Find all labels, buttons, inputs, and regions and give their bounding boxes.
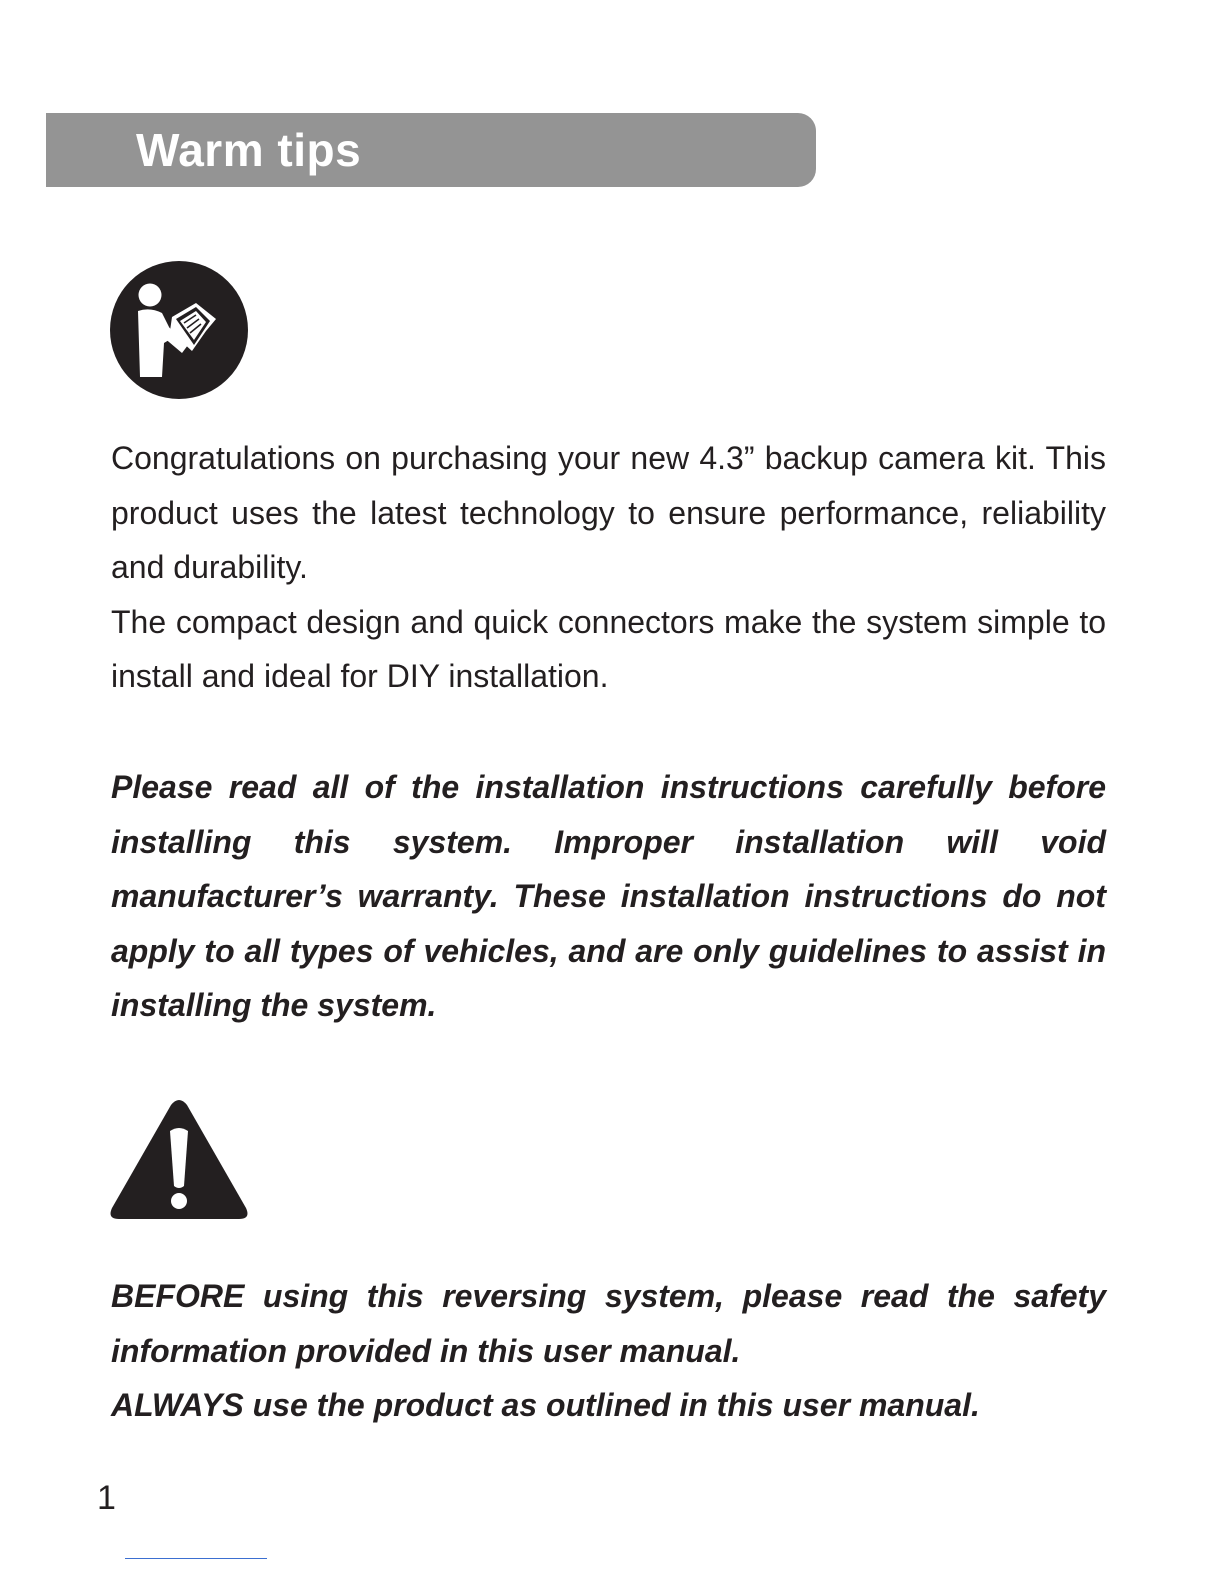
read-manual-icon [110,261,248,399]
safety-line-2: ALWAYS use the product as outlined in this user manual. [111,1387,980,1424]
intro-paragraph-1: Congratulations on purchasing your new 4.3” backup camera kit. This product uses the latest technology to ensure performance, reliability and durability. [111,440,1106,586]
safety-notice-text [111,1269,1106,1433]
warning-icon [109,1098,249,1222]
installation-caution-text [111,760,1106,1033]
intro-text [111,431,1106,704]
caution-paragraph: Please read all of the installation instructions carefully before installing this system. Improper installation will void manufacturer’s warranty. These installation instructions do not apply to all types of vehicles, and are only guidelines to assist in installing the system. [111,769,1106,1024]
safety-line-1: BEFORE using this reversing system, please read the safety information provided in this user manual. [111,1278,1106,1369]
footer-rule [125,1558,267,1559]
section-title: Warm tips [136,124,362,176]
section-header-banner [46,113,816,187]
page-number: 1 [97,1479,116,1517]
intro-paragraph-2: The compact design and quick connectors make the system simple to install and ideal for DIY installation. [111,603,1106,695]
